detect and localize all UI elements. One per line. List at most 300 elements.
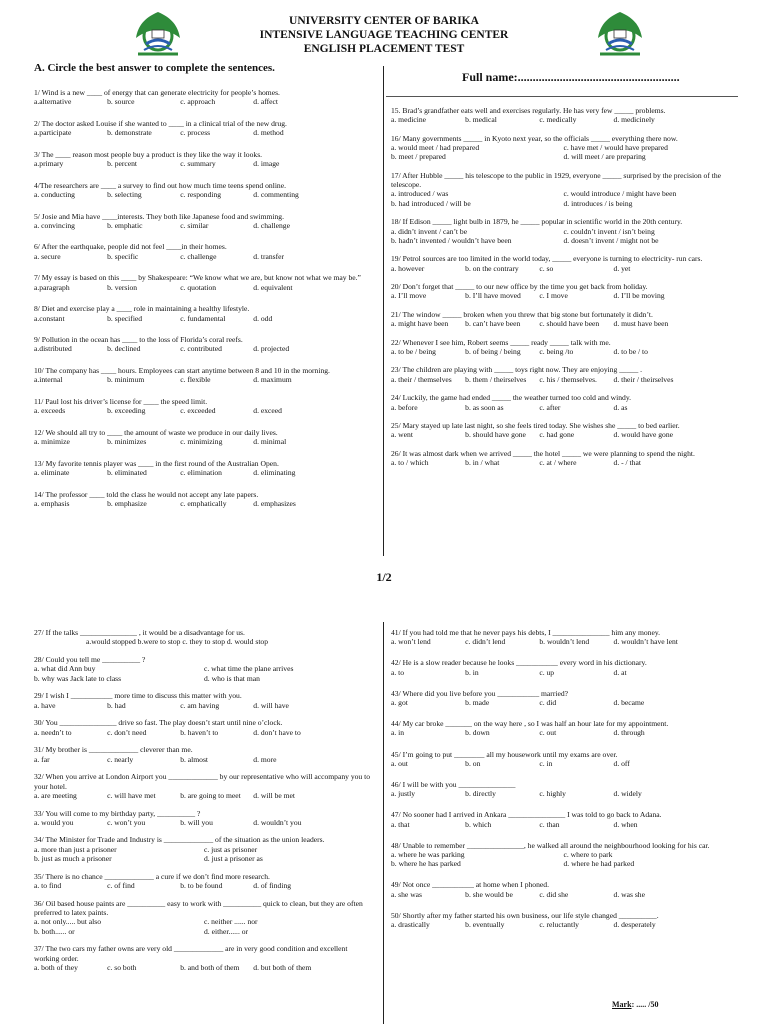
answer-option[interactable]: b. directly xyxy=(465,789,496,799)
answer-option[interactable]: c. won’t you xyxy=(107,817,146,827)
answer-option[interactable]: c. approach xyxy=(180,97,216,107)
answer-options xyxy=(391,759,736,768)
answer-options xyxy=(391,264,736,273)
answer-option[interactable]: d. off xyxy=(613,758,630,768)
question-text: 25/ Mary stayed up late last night, so she feels tired today. She wishes she _____ to bed earlier. xyxy=(391,421,680,430)
answer-option[interactable]: a.primary xyxy=(34,159,64,169)
answer-option[interactable]: b. declined xyxy=(107,344,141,354)
question-text: 3/ The ____ reason most people buy a product is they like the way it looks. xyxy=(34,149,263,159)
answer-options xyxy=(391,668,736,677)
question-item xyxy=(34,745,374,764)
answer-option[interactable]: a.distributed xyxy=(34,344,72,354)
answer-option[interactable]: a. before xyxy=(391,402,418,412)
question-item xyxy=(34,181,374,200)
questions-column-right xyxy=(391,106,736,477)
question-item xyxy=(34,304,374,323)
answer-option[interactable]: c. process xyxy=(180,128,211,138)
answer-option[interactable]: a.participate xyxy=(34,128,72,138)
answer-option[interactable]: b. emphatic xyxy=(107,220,143,230)
question-item xyxy=(34,655,374,683)
answer-option[interactable]: a. didn’t invent / can’t be xyxy=(391,226,468,236)
answer-option[interactable]: b. specified xyxy=(107,313,143,323)
answer-option[interactable]: b. source xyxy=(107,97,135,107)
question-text: 8/ Diet and exercise play a ____ role in maintaining a healthy lifestyle. xyxy=(34,304,250,314)
answer-options xyxy=(34,406,374,415)
answer-option[interactable]: b. specific xyxy=(107,251,139,261)
answer-options xyxy=(391,430,736,439)
answer-option[interactable]: b. just as much a prisoner xyxy=(34,854,112,864)
answer-option[interactable]: d. wouldn’t have lent xyxy=(613,637,678,647)
question-item xyxy=(391,880,736,899)
question-text: 13/ My favorite tennis player was ____ in the first round of the Australian Open. xyxy=(34,458,279,468)
answer-option[interactable]: a. their / themselves xyxy=(391,374,452,384)
answer-option[interactable]: b. emphasize xyxy=(107,498,147,508)
answer-option[interactable]: c. fundamental xyxy=(180,313,226,323)
answer-option[interactable]: a. got xyxy=(391,698,408,708)
answer-option[interactable]: c. similar xyxy=(180,220,209,230)
answer-option[interactable]: a. needn’t to xyxy=(34,727,72,737)
answer-option[interactable]: c. in xyxy=(539,758,553,768)
question-text: 44/ My car broke _______ on the way here , so I was half an hour late for my appointment. xyxy=(391,719,669,729)
answer-options xyxy=(34,701,374,710)
answer-options xyxy=(391,698,736,707)
section-title: A. Circle the best answer to complete the sentences. xyxy=(34,62,275,74)
answer-option[interactable]: a. convincing xyxy=(34,220,75,230)
answer-option[interactable]: b. in xyxy=(465,667,479,677)
answer-option[interactable]: d. equivalent xyxy=(253,282,293,292)
question-text: 1/ Wind is a new ____ of energy that can generate electricity for people’s homes. xyxy=(34,88,280,97)
mark-label: Mark xyxy=(612,1000,632,1009)
answer-options xyxy=(34,917,374,936)
answer-option[interactable]: b. meet / prepared xyxy=(391,152,446,162)
answer-option[interactable]: b. should have gone xyxy=(465,430,526,440)
question-item xyxy=(34,242,374,261)
question-text: 11/ Paul lost his driver’s license for ____ the speed limit. xyxy=(34,396,208,406)
answer-option[interactable]: b. had introduced / will be xyxy=(391,198,471,208)
question-text: 22/ Whenever I see him, Robert seems _____ ready _____ talk with me. xyxy=(391,337,611,347)
answer-options xyxy=(34,375,374,384)
answer-option[interactable]: a.would stopped b.were to stop c. they to stop d. would stop xyxy=(86,637,269,647)
answer-option[interactable]: b. minimum xyxy=(107,375,145,385)
answer-options xyxy=(391,789,736,798)
answer-option[interactable]: d. minimal xyxy=(253,437,287,447)
answer-options xyxy=(391,319,736,328)
answer-option[interactable]: b. will you xyxy=(180,817,213,827)
question-item xyxy=(34,459,374,478)
answer-options xyxy=(34,283,374,292)
answer-option[interactable]: b. where he has parked xyxy=(391,859,461,869)
answer-option[interactable]: a. secure xyxy=(34,251,61,261)
answer-option[interactable]: d. at xyxy=(613,667,627,677)
answer-option[interactable]: a. drastically xyxy=(391,920,430,930)
answer-options xyxy=(34,499,374,508)
answer-option[interactable]: d. image xyxy=(253,159,280,169)
answer-option[interactable]: b. why was Jack late to class xyxy=(34,673,122,683)
answer-option[interactable]: d. widely xyxy=(613,789,642,799)
answer-options xyxy=(34,818,374,827)
answer-option[interactable]: b. percent xyxy=(107,159,138,169)
question-text: 28/ Could you tell me __________ ? xyxy=(34,654,146,664)
answer-options xyxy=(391,189,736,208)
answer-option[interactable]: b. eventually xyxy=(465,920,505,930)
question-item xyxy=(34,490,374,509)
answer-option[interactable]: a. in xyxy=(391,728,405,738)
column-divider xyxy=(383,622,384,1024)
answer-option[interactable]: d. would have gone xyxy=(613,430,673,440)
answer-option[interactable]: d. method xyxy=(253,128,284,138)
answer-option[interactable]: a. both of they xyxy=(34,962,78,972)
answer-option[interactable]: a.internal xyxy=(34,375,63,385)
answer-option[interactable]: b. I’ll have moved xyxy=(465,291,521,301)
answer-options xyxy=(391,347,736,356)
answer-options xyxy=(34,468,374,477)
answer-option[interactable]: c. out xyxy=(539,728,557,738)
answer-option[interactable]: b. can’t have been xyxy=(465,319,521,329)
answer-option[interactable]: b. to be found xyxy=(180,881,223,891)
answer-option[interactable]: c. didn’t lend xyxy=(465,637,506,647)
answer-option[interactable]: a. might have been xyxy=(391,319,449,329)
answer-option[interactable]: c. of find xyxy=(107,881,135,891)
answer-option[interactable]: d. through xyxy=(613,728,645,738)
answer-option[interactable]: b. on xyxy=(465,758,481,768)
answer-option[interactable]: d. affect xyxy=(253,97,279,107)
answer-option[interactable]: b. as soon as xyxy=(465,402,504,412)
answer-option[interactable]: a. exceeds xyxy=(34,406,66,416)
answer-option[interactable]: b. medical xyxy=(465,115,497,125)
answer-options xyxy=(34,221,374,230)
answer-option[interactable]: c. don’t need xyxy=(107,727,147,737)
question-item xyxy=(391,106,736,125)
answer-option[interactable]: a. justly xyxy=(391,789,416,799)
answer-option[interactable]: c. responding xyxy=(180,189,222,199)
answer-option[interactable]: b. wouldn’t lend xyxy=(539,637,590,647)
question-item xyxy=(34,119,374,138)
answer-option[interactable]: d. yet xyxy=(613,263,631,273)
answer-option[interactable]: c. summary xyxy=(180,159,216,169)
answer-option[interactable]: d. must have been xyxy=(613,319,669,329)
question-text: 16/ Many governments _____ in Kyoto next year, so the officials _____ everything there now. xyxy=(391,133,678,143)
header-line-test: ENGLISH PLACEMENT TEST xyxy=(303,43,465,55)
answer-option[interactable]: c. being /to xyxy=(539,346,574,356)
answer-option[interactable]: a. to be / being xyxy=(391,346,436,356)
answer-option[interactable]: b. of being / being xyxy=(465,346,521,356)
question-text: 45/ I’m going to put ________ all my housework until my exams are over. xyxy=(391,749,618,759)
answer-option[interactable]: c. exceeded xyxy=(180,406,216,416)
answer-option[interactable]: c. couldn’t invent / isn’t being xyxy=(563,226,655,236)
question-text: 36/ Oil based house paints are __________ easy to work with __________ quick to clean, but they are often preferred to latex paints. xyxy=(34,898,363,918)
answer-option[interactable]: b. and both of them xyxy=(180,962,240,972)
answer-option[interactable]: a. out xyxy=(391,758,408,768)
answer-options xyxy=(34,845,374,864)
question-text: 6/ After the earthquake, people did not feel ____in their homes. xyxy=(34,242,227,252)
answer-option[interactable]: a. she was xyxy=(391,889,422,899)
questions-column-left xyxy=(34,628,374,981)
answer-option[interactable]: c. contributed xyxy=(180,344,222,354)
answer-options xyxy=(34,97,374,106)
question-text: 12/ We should all try to ____ the amount of waste we produce in our daily lives. xyxy=(34,427,278,437)
answer-options xyxy=(34,637,374,646)
answer-option[interactable]: d. when xyxy=(613,819,638,829)
answer-option[interactable]: c. neither ...... nor xyxy=(204,917,258,927)
answer-option[interactable]: a. to xyxy=(391,667,405,677)
answer-option[interactable]: d. eliminating xyxy=(253,467,296,477)
answer-option[interactable]: c. am having xyxy=(180,700,220,710)
answer-option[interactable]: a. won’t lend xyxy=(391,637,431,647)
answer-option[interactable]: c. emphatically xyxy=(180,498,227,508)
answer-option[interactable]: a. would you xyxy=(34,817,74,827)
answer-option[interactable]: d. was she xyxy=(613,889,645,899)
answer-option[interactable]: d. will meet / are preparing xyxy=(563,152,646,162)
question-text: 15. Brad’s grandfather eats well and exercises regularly. He has very few _____ problems. xyxy=(391,106,666,115)
answer-option[interactable]: d. their / theirselves xyxy=(613,374,674,384)
answer-option[interactable]: d. emphasizes xyxy=(253,498,296,508)
answer-option[interactable]: b. on the contrary xyxy=(465,263,519,273)
answer-option[interactable]: d. desperately xyxy=(613,920,656,930)
answer-option[interactable]: c. at / where xyxy=(539,458,577,468)
answer-option[interactable]: c. after xyxy=(539,402,561,412)
answer-option[interactable]: c. elimination xyxy=(180,467,222,477)
question-text: 47/ No sooner had I arrived in Ankara _______________ I was told to go back to Adana. xyxy=(391,810,662,820)
answer-option[interactable]: b. version xyxy=(107,282,138,292)
question-text: 31/ My brother is _____________ cleverer than me. xyxy=(34,745,193,755)
answer-option[interactable]: b. them / theirselves xyxy=(465,374,527,384)
answer-option[interactable]: d. exceed xyxy=(253,406,282,416)
answer-option[interactable]: a. I’ll move xyxy=(391,291,427,301)
question-text: 50/ Shortly after my father started his own business, our life style changed __________. xyxy=(391,910,659,920)
answer-options xyxy=(391,820,736,829)
answer-option[interactable]: d. medicinely xyxy=(613,115,655,125)
answer-option[interactable]: b. which xyxy=(465,819,492,829)
header-line-university: UNIVERSITY CENTER OF BARIKA xyxy=(289,15,479,27)
answer-option[interactable]: d. introduces / is being xyxy=(563,198,633,208)
question-item xyxy=(391,217,736,245)
answer-option[interactable]: c. where to park xyxy=(563,850,613,860)
answer-option[interactable]: a. went xyxy=(391,430,413,440)
answer-option[interactable]: c. just as prisoner xyxy=(204,844,258,854)
question-item xyxy=(34,628,374,647)
answer-option[interactable]: c. have met / would have prepared xyxy=(563,143,668,153)
question-item xyxy=(34,691,374,710)
answer-option[interactable]: c. reluctantly xyxy=(539,920,579,930)
answer-option[interactable]: c. had gone xyxy=(539,430,575,440)
answer-option[interactable]: a. far xyxy=(34,754,50,764)
question-item xyxy=(391,780,736,799)
answer-option[interactable]: b. both...... or xyxy=(34,926,75,936)
question-item xyxy=(391,393,736,412)
question-item xyxy=(391,810,736,829)
answer-option[interactable]: d. odd xyxy=(253,313,273,323)
answer-option[interactable]: b. in / what xyxy=(465,458,500,468)
answer-option[interactable]: c. so both xyxy=(107,962,137,972)
answer-option[interactable]: b. demonstrate xyxy=(107,128,152,138)
question-item xyxy=(34,944,374,972)
answer-option[interactable]: a. that xyxy=(391,819,410,829)
answer-option[interactable]: c. would introduce / might have been xyxy=(563,189,677,199)
question-item xyxy=(34,150,374,169)
answer-option[interactable]: d. transfer xyxy=(253,251,285,261)
answer-option[interactable]: b. almost xyxy=(180,754,209,764)
question-item xyxy=(391,310,736,329)
answer-option[interactable]: a.paragraph xyxy=(34,282,70,292)
questions-column-left xyxy=(34,88,374,520)
question-text: 35/ There is no chance _____________ a cure if we don’t find more research. xyxy=(34,871,270,881)
answer-option[interactable]: c. should have been xyxy=(539,319,600,329)
answer-option[interactable]: a. emphasis xyxy=(34,498,70,508)
header-rule xyxy=(386,96,738,97)
answer-options xyxy=(391,403,736,412)
answer-option[interactable]: a. more than just a prisoner xyxy=(34,844,117,854)
answer-option[interactable]: d. commenting xyxy=(253,189,299,199)
answer-options xyxy=(391,291,736,300)
answer-option[interactable]: b. exceeding xyxy=(107,406,146,416)
answer-option[interactable]: c. highly xyxy=(539,789,566,799)
full-name-field[interactable]: Full name:...................................................... xyxy=(462,70,680,84)
answer-option[interactable]: a. to find xyxy=(34,881,62,891)
question-item xyxy=(34,872,374,891)
answer-option[interactable]: a.alternative xyxy=(34,97,72,107)
question-item xyxy=(34,835,374,863)
answer-option[interactable]: a. to / which xyxy=(391,458,429,468)
mark-box xyxy=(612,1000,658,1009)
answer-option[interactable]: d. either...... or xyxy=(204,926,249,936)
answer-option[interactable]: c. I move xyxy=(539,291,568,301)
answer-option[interactable]: d. to be / to xyxy=(613,346,648,356)
answer-option[interactable]: c. medically xyxy=(539,115,577,125)
question-item xyxy=(391,171,736,208)
answer-option[interactable]: c. did she xyxy=(539,889,569,899)
question-text: 41/ If you had told me that he never pays his debts, I _______________ him any money. xyxy=(391,628,661,637)
answer-option[interactable]: d. doesn’t invent / might not be xyxy=(563,235,659,245)
answer-option[interactable]: b. she would be xyxy=(465,889,513,899)
question-text: 42/ He is a slow reader because he looks ___________ every word in his dictionary. xyxy=(391,658,647,668)
answer-option[interactable]: d. - / that xyxy=(613,458,641,468)
answer-option[interactable]: c. minimizing xyxy=(180,437,223,447)
question-item xyxy=(391,628,736,647)
question-text: 27/ If the talks _______________ , it would be a disadvantage for us. xyxy=(34,628,245,637)
answer-option[interactable]: d. who is that man xyxy=(204,673,260,683)
answer-options xyxy=(391,375,736,384)
question-item xyxy=(391,421,736,440)
answer-option[interactable]: a. however xyxy=(391,263,425,273)
answer-option[interactable]: a. are meeting xyxy=(34,790,77,800)
answer-options xyxy=(34,314,374,323)
question-item xyxy=(34,809,374,828)
answer-option[interactable]: d. don’t have to xyxy=(253,727,301,737)
page-number: 1/2 xyxy=(376,570,392,584)
answer-option[interactable]: b. down xyxy=(465,728,490,738)
question-item xyxy=(391,841,736,869)
answer-option[interactable]: d. where he had parked xyxy=(563,859,635,869)
answer-option[interactable]: d. more xyxy=(253,754,277,764)
answer-option[interactable]: b. hadn’t invented / wouldn’t have been xyxy=(391,235,512,245)
answer-option[interactable]: d. will have xyxy=(253,700,289,710)
answer-option[interactable]: b. eliminated xyxy=(107,467,147,477)
question-item xyxy=(34,397,374,416)
question-item xyxy=(34,366,374,385)
question-text: 37/ The two cars my father owns are very old _____________ are in very good condition and excellent working order. xyxy=(34,944,348,963)
question-item xyxy=(391,911,736,930)
answer-option[interactable]: a. medicine xyxy=(391,115,426,125)
question-text: 46/ I will be with you _______________ xyxy=(391,779,516,789)
answer-option[interactable]: c. so xyxy=(539,263,554,273)
question-item xyxy=(391,750,736,769)
question-text: 21/ The window _____ broken when you threw that big stone but fortunately it didn’t. xyxy=(391,309,653,319)
answer-option[interactable]: c. his / themselves. xyxy=(539,374,597,384)
answer-options xyxy=(391,143,736,162)
question-item xyxy=(34,212,374,231)
question-text: 26/ It was almost dark when we arrived _____ the hotel _____ we were planning to spend the night. xyxy=(391,448,695,458)
question-text: 19/ Petrol sources are too limited in the world today, _____ everyone is turning to electricity- run cars. xyxy=(391,254,703,264)
answer-option[interactable]: d. challenge xyxy=(253,220,290,230)
answer-options xyxy=(391,227,736,246)
question-item xyxy=(34,88,374,107)
answer-option[interactable]: d. as xyxy=(613,402,628,412)
answer-options xyxy=(34,963,374,972)
question-text: 30/ You _______________ drive so fast. The play doesn’t start until nine o’clock. xyxy=(34,718,283,728)
answer-option[interactable]: d. wouldn’t you xyxy=(253,817,302,827)
question-text: 43/ Where did you live before you ___________ married? xyxy=(391,688,568,698)
answer-option[interactable]: c. quotation xyxy=(180,282,217,292)
answer-option[interactable]: d. will be met xyxy=(253,790,296,800)
answer-option[interactable]: a. have xyxy=(34,700,56,710)
answer-option[interactable]: a. conducting xyxy=(34,189,75,199)
column-divider xyxy=(383,66,384,556)
answer-option[interactable]: a. where he was parking xyxy=(391,850,465,860)
answer-option[interactable]: b. haven’t to xyxy=(180,727,219,737)
answer-option[interactable]: b. minimizes xyxy=(107,437,147,447)
answer-options xyxy=(391,458,736,467)
answer-options xyxy=(391,637,736,646)
question-item xyxy=(34,428,374,447)
answer-option[interactable]: c. what time the plane arrives xyxy=(204,664,294,674)
answer-options xyxy=(391,728,736,737)
answer-option[interactable]: c. flexible xyxy=(180,375,211,385)
answer-options xyxy=(34,755,374,764)
answer-option[interactable]: b. selecting xyxy=(107,189,142,199)
answer-options xyxy=(34,881,374,890)
question-item xyxy=(391,282,736,301)
answer-option[interactable]: c. than xyxy=(539,819,560,829)
answer-option[interactable]: a. introduced / was xyxy=(391,189,449,199)
answer-option[interactable]: b. had xyxy=(107,700,126,710)
answer-option[interactable]: a. what did Ann buy xyxy=(34,664,96,674)
answer-option[interactable]: a. minimize xyxy=(34,437,70,447)
answer-option[interactable]: a.constant xyxy=(34,313,65,323)
answer-option[interactable]: c. nearly xyxy=(107,754,134,764)
answer-option[interactable]: c. will have met xyxy=(107,790,156,800)
answer-option[interactable]: d. of finding xyxy=(253,881,292,891)
answer-option[interactable]: c. did xyxy=(539,698,557,708)
question-text: 34/ The Minister for Trade and Industry is _____________ of the situation as the union leaders. xyxy=(34,835,325,845)
answer-option[interactable]: a. eliminate xyxy=(34,467,70,477)
mark-value: : ..... /50 xyxy=(631,1000,659,1009)
answer-option[interactable]: d. I’ll be moving xyxy=(613,291,665,301)
answer-option[interactable]: d. became xyxy=(613,698,645,708)
answer-options xyxy=(391,890,736,899)
answer-option[interactable]: b. made xyxy=(465,698,490,708)
answer-option[interactable]: d. maximum xyxy=(253,375,292,385)
test-header xyxy=(0,14,768,56)
answer-option[interactable]: d. projected xyxy=(253,344,290,354)
answer-option[interactable]: a. not only..... but also xyxy=(34,917,102,927)
answer-option[interactable]: d. just a prisoner as xyxy=(204,854,263,864)
answer-option[interactable]: d. but both of them xyxy=(253,962,312,972)
questions-column-right xyxy=(391,628,736,941)
answer-option[interactable]: c. challenge xyxy=(180,251,217,261)
answer-option[interactable]: a. would meet / had prepared xyxy=(391,143,480,153)
answer-option[interactable]: c. up xyxy=(539,667,555,677)
answer-option[interactable]: b. are going to meet xyxy=(180,790,241,800)
